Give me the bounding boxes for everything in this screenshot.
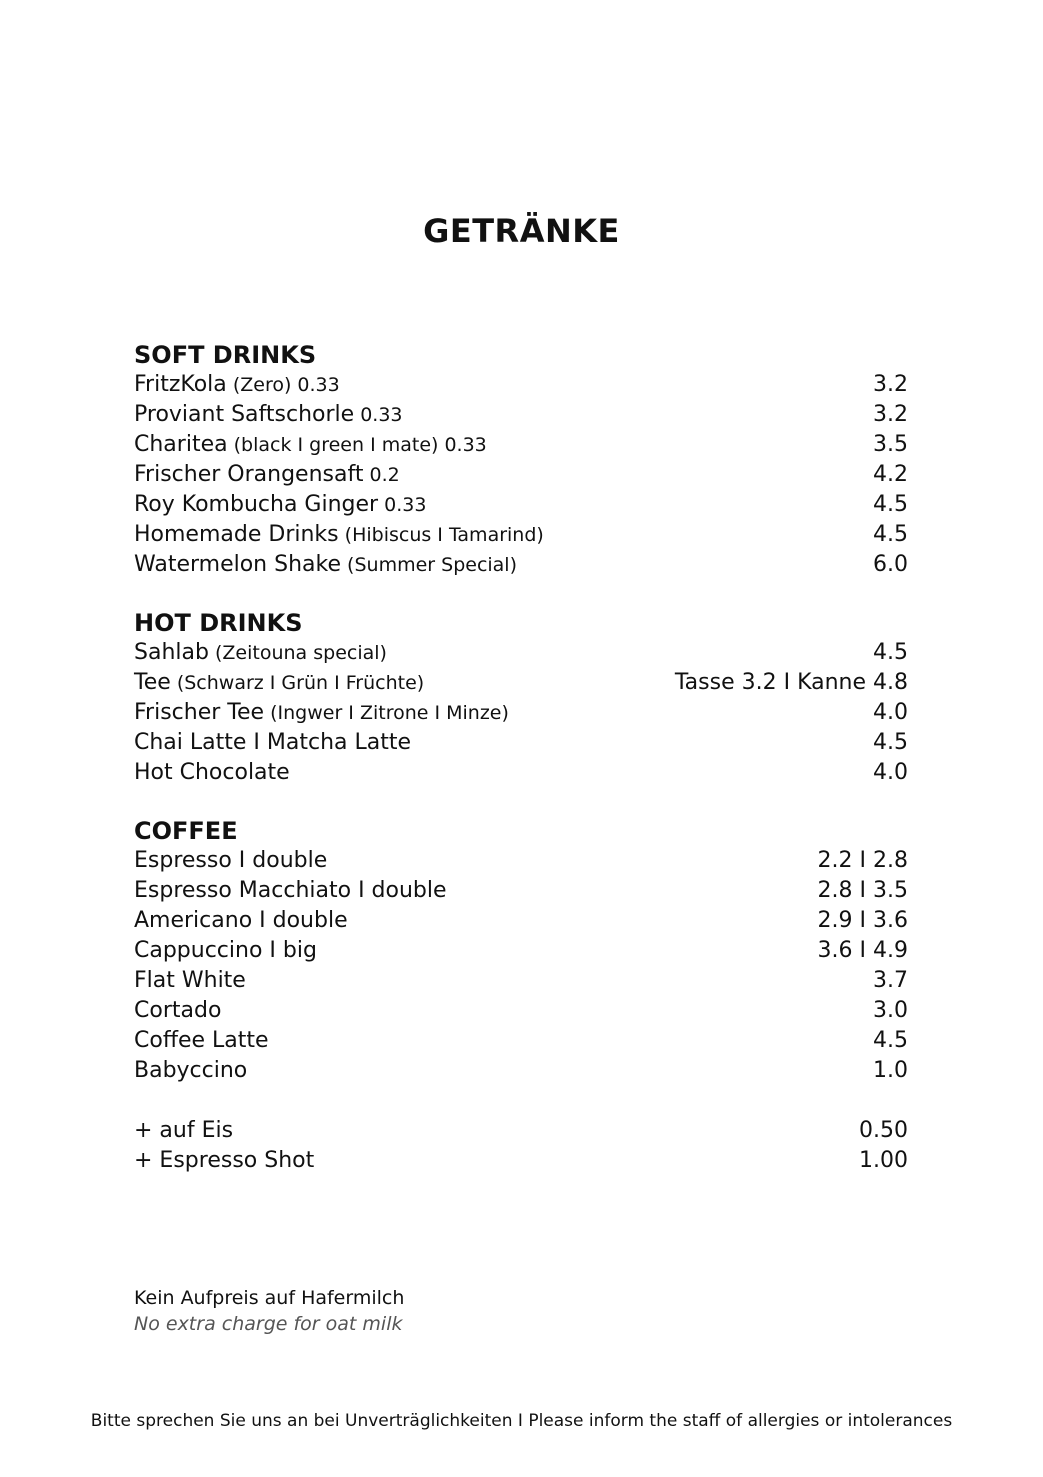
item-name	[134, 550, 517, 580]
item-name: Cappuccino I big	[134, 938, 317, 963]
item-note: (Zero) 0.33	[226, 374, 340, 396]
item-price: 4.5	[873, 492, 908, 517]
item-price: 4.5	[873, 640, 908, 665]
item-price: 2.2 I 2.8	[817, 848, 908, 873]
page-title: GETRÄNKE	[423, 212, 620, 250]
menu-item	[134, 846, 908, 876]
item-price: 1.0	[873, 1058, 908, 1083]
item-name: Espresso I double	[134, 848, 328, 873]
item-title: Charitea	[134, 432, 228, 457]
menu-item	[134, 1026, 908, 1056]
menu-item	[134, 400, 908, 430]
item-price: 6.0	[873, 552, 908, 577]
menu-item	[134, 490, 908, 520]
section-coffee	[134, 816, 908, 1116]
item-name	[134, 638, 387, 668]
item-price: 2.9 I 3.6	[817, 908, 908, 933]
item-price: 3.0	[873, 998, 908, 1023]
item-title: Hot Chocolate	[134, 760, 290, 785]
item-price: 4.5	[873, 522, 908, 547]
item-price: 4.0	[873, 760, 908, 785]
menu-item	[134, 520, 908, 550]
menu-item	[134, 936, 908, 966]
item-name: Americano I double	[134, 908, 348, 933]
item-note: 0.2	[363, 464, 400, 486]
item-price: 1.00	[859, 1148, 908, 1173]
item-name: + Espresso Shot	[134, 1148, 315, 1173]
footnote-german: Kein Aufpreis auf Hafermilch	[134, 1287, 405, 1309]
item-title: Frischer Tee	[134, 700, 265, 725]
item-title: Proviant Saftschorle	[134, 402, 355, 427]
section-soft-drinks	[134, 340, 908, 608]
item-note: (Ingwer I Zitrone I Minze)	[264, 702, 509, 724]
menu-item	[134, 698, 908, 728]
item-title: Tee	[134, 670, 171, 695]
item-name	[134, 460, 400, 490]
item-price: 2.8 I 3.5	[817, 878, 908, 903]
item-title: Frischer Orangensaft	[134, 462, 364, 487]
item-name: Espresso Macchiato I double	[134, 878, 447, 903]
item-note: (black I green I mate) 0.33	[227, 434, 487, 456]
item-price: 4.0	[873, 700, 908, 725]
drinks-menu	[134, 340, 908, 1176]
item-title: FritzKola	[134, 372, 227, 397]
item-price: 3.2	[873, 402, 908, 427]
item-price: 4.2	[873, 462, 908, 487]
item-name: Flat White	[134, 968, 246, 993]
item-title: Watermelon Shake	[134, 552, 342, 577]
menu-item	[134, 996, 908, 1026]
item-note: 0.33	[378, 494, 427, 516]
item-name	[134, 698, 509, 728]
item-title: Homemade Drinks	[134, 522, 339, 547]
item-note: (Hibiscus I Tamarind)	[338, 524, 544, 546]
item-price: 3.6 I 4.9	[817, 938, 908, 963]
item-name: Babyccino	[134, 1058, 248, 1083]
item-note: (Zeitouna special)	[208, 642, 387, 664]
item-price: 4.5	[873, 730, 908, 755]
item-name: Coffee Latte	[134, 1028, 269, 1053]
item-price: Tasse 3.2 I Kanne 4.8	[674, 670, 908, 695]
item-name	[134, 668, 424, 698]
item-title: Chai Latte I Matcha Latte	[134, 730, 412, 755]
item-name	[134, 520, 544, 550]
item-price: 3.2	[873, 372, 908, 397]
section-heading: HOT DRINKS	[134, 609, 303, 637]
item-title: Roy Kombucha Ginger	[134, 492, 379, 517]
section-heading: COFFEE	[134, 817, 238, 845]
footnote-english: No extra charge for oat milk	[134, 1313, 403, 1335]
menu-item	[134, 906, 908, 936]
item-name: + auf Eis	[134, 1118, 234, 1143]
menu-item	[134, 966, 908, 996]
item-name	[134, 400, 403, 430]
item-note: (Schwarz I Grün I Früchte)	[170, 672, 425, 694]
section-extras	[134, 1116, 908, 1176]
menu-item	[134, 1116, 908, 1146]
menu-item	[134, 876, 908, 906]
menu-item	[134, 638, 908, 668]
section-hot-drinks	[134, 608, 908, 816]
item-price: 3.7	[873, 968, 908, 993]
menu-item	[134, 728, 908, 758]
item-price: 3.5	[873, 432, 908, 457]
item-name	[134, 490, 426, 520]
item-name	[134, 758, 290, 788]
item-note: 0.33	[354, 404, 403, 426]
menu-item	[134, 460, 908, 490]
item-price: 4.5	[873, 1028, 908, 1053]
oat-milk-note	[134, 1285, 404, 1337]
menu-item	[134, 758, 908, 788]
menu-item	[134, 430, 908, 460]
item-name	[134, 728, 411, 758]
menu-item	[134, 668, 908, 698]
menu-item	[134, 370, 908, 400]
item-note: (Summer Special)	[341, 554, 517, 576]
item-title: Sahlab	[134, 640, 209, 665]
allergy-notice: Bitte sprechen Sie uns an bei Unverträglichkeiten I Please inform the staff of allergies or intolerances	[90, 1411, 953, 1431]
item-name: Cortado	[134, 998, 222, 1023]
item-price: 0.50	[859, 1118, 908, 1143]
item-name	[134, 370, 340, 400]
menu-item	[134, 1056, 908, 1086]
item-name	[134, 430, 487, 460]
menu-item	[134, 550, 908, 580]
section-heading: SOFT DRINKS	[134, 341, 317, 369]
menu-item	[134, 1146, 908, 1176]
